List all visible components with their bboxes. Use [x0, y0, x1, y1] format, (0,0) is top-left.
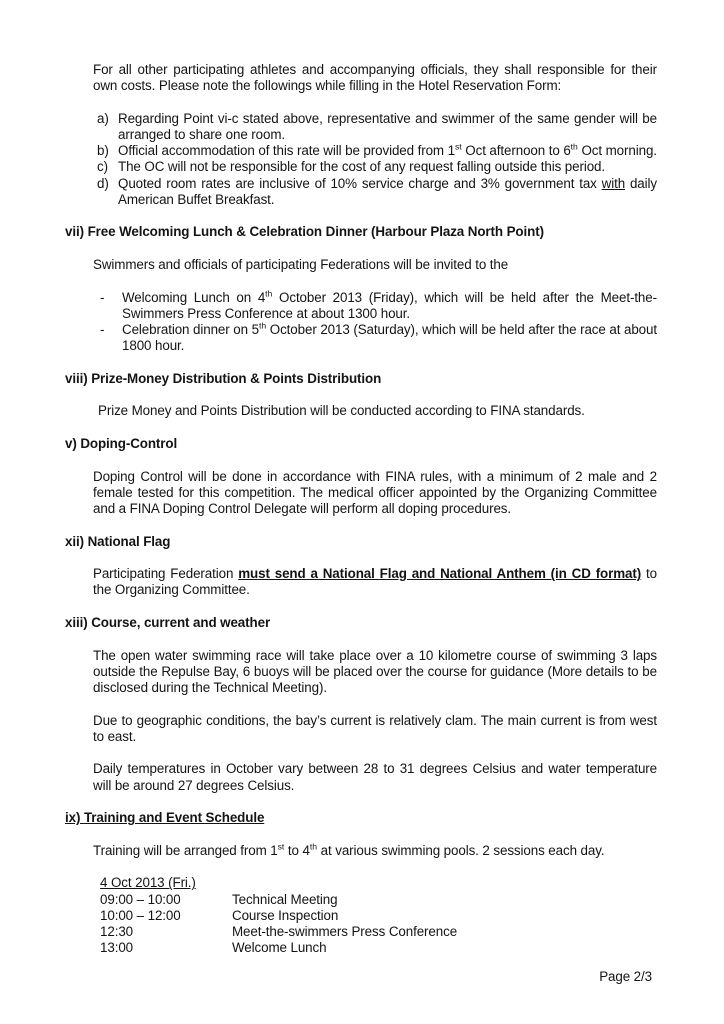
schedule-time: 09:00 – 10:00 — [100, 891, 181, 907]
schedule-row — [100, 924, 657, 940]
dash-item-text — [122, 322, 657, 354]
list-item-d — [97, 176, 657, 208]
text-segment: Participating Federation — [93, 566, 239, 582]
flag-emphasis-text: must send a National Flag and National Anthem (in CD format) — [238, 566, 642, 582]
schedule-row — [100, 940, 657, 956]
section-heading-course-weather: xiii) Course, current and weather — [65, 614, 271, 630]
list-item-label: b) — [97, 143, 109, 159]
ordinal-suffix: th — [309, 841, 318, 852]
course-paragraph-2: Due to geographic conditions, the bay’s current is relatively clam. The main current is from west to east. — [93, 712, 657, 744]
text-segment: Official accommodation of this rate will be provided from 1 — [118, 143, 455, 159]
schedule-time: 12:30 — [100, 923, 134, 939]
text-segment: Celebration dinner on 5 — [122, 322, 259, 337]
text-segment: Oct morning. — [577, 143, 657, 159]
dash-item-dinner — [100, 322, 657, 354]
section-heading-welcoming-lunch: vii) Free Welcoming Lunch & Celebration Dinner (Harbour Plaza North Point) — [65, 224, 544, 240]
intro-paragraph: For all other participating athletes and accompanying officials, they shall responsible for their own costs. Please note the followings while filling in the Hotel Reservation Form: — [93, 62, 657, 94]
schedule-row — [100, 892, 657, 908]
dash-item-text — [122, 290, 657, 322]
text-segment: to 4 — [284, 842, 310, 858]
ordinal-suffix: th — [265, 288, 273, 299]
list-item-a — [97, 111, 657, 143]
schedule-event: Technical Meeting — [232, 891, 338, 907]
section-heading-doping-control: v) Doping-Control — [65, 435, 178, 451]
schedule-event: Welcome Lunch — [232, 940, 327, 956]
text-segment: Welcoming Lunch on 4 — [122, 289, 266, 305]
list-item-text — [118, 143, 657, 159]
welcoming-intro-paragraph: Swimmers and officials of participating Federations will be invited to the — [93, 257, 509, 272]
list-item-text: Regarding Point vi-c stated above, representative and swimmer of the same gender will be arranged to share one room. — [118, 110, 657, 142]
page-number-footer: Page 2/3 — [599, 969, 652, 984]
text-segment: Oct afternoon to 6 — [461, 143, 571, 159]
prize-paragraph: Prize Money and Points Distribution will be conducted according to FINA standards. — [98, 403, 585, 419]
ordinal-suffix: st — [454, 141, 462, 152]
ordinal-suffix: th — [570, 141, 578, 152]
doping-paragraph: Doping Control will be done in accordance with FINA rules, with a minimum of 2 male and 2 female tested for this competition. The medical officer appointed by the Organizing Committee and a FINA Doping Control Delegate will perform all doping procedures. — [93, 468, 657, 516]
list-item-c — [97, 159, 657, 175]
list-item-text: The OC will not be responsible for the cost of any request falling outside this period. — [118, 159, 606, 175]
hotel-notes-list — [97, 111, 657, 208]
list-item-text — [118, 176, 657, 208]
underlined-word: with — [601, 175, 626, 191]
training-intro-paragraph — [93, 843, 657, 859]
section-heading-prize-money: viii) Prize-Money Distribution & Points Distribution — [65, 370, 382, 386]
list-item-label: d) — [97, 175, 109, 191]
ordinal-suffix: st — [277, 841, 285, 852]
section-heading-national-flag: xii) National Flag — [65, 533, 171, 549]
dash-bullet: - — [100, 322, 105, 337]
section-heading-training-schedule: ix) Training and Event Schedule — [65, 810, 265, 826]
schedule-day-header: 4 Oct 2013 (Fri.) — [100, 875, 196, 891]
list-item-label: c) — [97, 159, 108, 175]
text-segment: to the Organizing Committee. — [93, 566, 657, 598]
schedule-time: 10:00 – 12:00 — [100, 907, 181, 923]
text-segment: Quoted room rates are inclusive of 10% service charge and 3% government tax — [118, 175, 602, 191]
ordinal-suffix: th — [258, 320, 267, 331]
text-segment: daily American Buffet Breakfast. — [118, 175, 657, 207]
text-segment: Training will be arranged from 1 — [93, 842, 278, 858]
list-item-label: a) — [97, 110, 109, 126]
dash-item-lunch — [100, 290, 657, 322]
schedule-event: Meet-the-swimmers Press Conference — [232, 923, 458, 939]
dash-bullet: - — [100, 289, 105, 305]
schedule-row — [100, 908, 657, 924]
text-segment: October 2013 (Friday), which will be held after the Meet-the-Swimmers Press Conference at about 1300 hour. — [122, 289, 657, 321]
schedule-time: 13:00 — [100, 940, 134, 956]
course-paragraph-1: The open water swimming race will take place over a 10 kilometre course of swimming 3 laps outside the Repulse Bay, 6 buoys will be placed over the course for guidance (More details to be disclosed during the Technical Meeting). — [93, 647, 657, 695]
list-item-b — [97, 143, 657, 159]
flag-paragraph — [93, 566, 657, 598]
welcoming-dash-list — [100, 290, 657, 355]
schedule-event: Course Inspection — [232, 907, 339, 923]
schedule-table — [100, 875, 657, 956]
course-paragraph-3: Daily temperatures in October vary between 28 to 31 degrees Celsius and water temperature will be around 27 degrees Celsius. — [93, 761, 657, 793]
text-segment: at various swimming pools. 2 sessions each day. — [317, 842, 605, 858]
text-segment: October 2013 (Saturday), which will be held after the race at about 1800 hour. — [122, 322, 657, 354]
